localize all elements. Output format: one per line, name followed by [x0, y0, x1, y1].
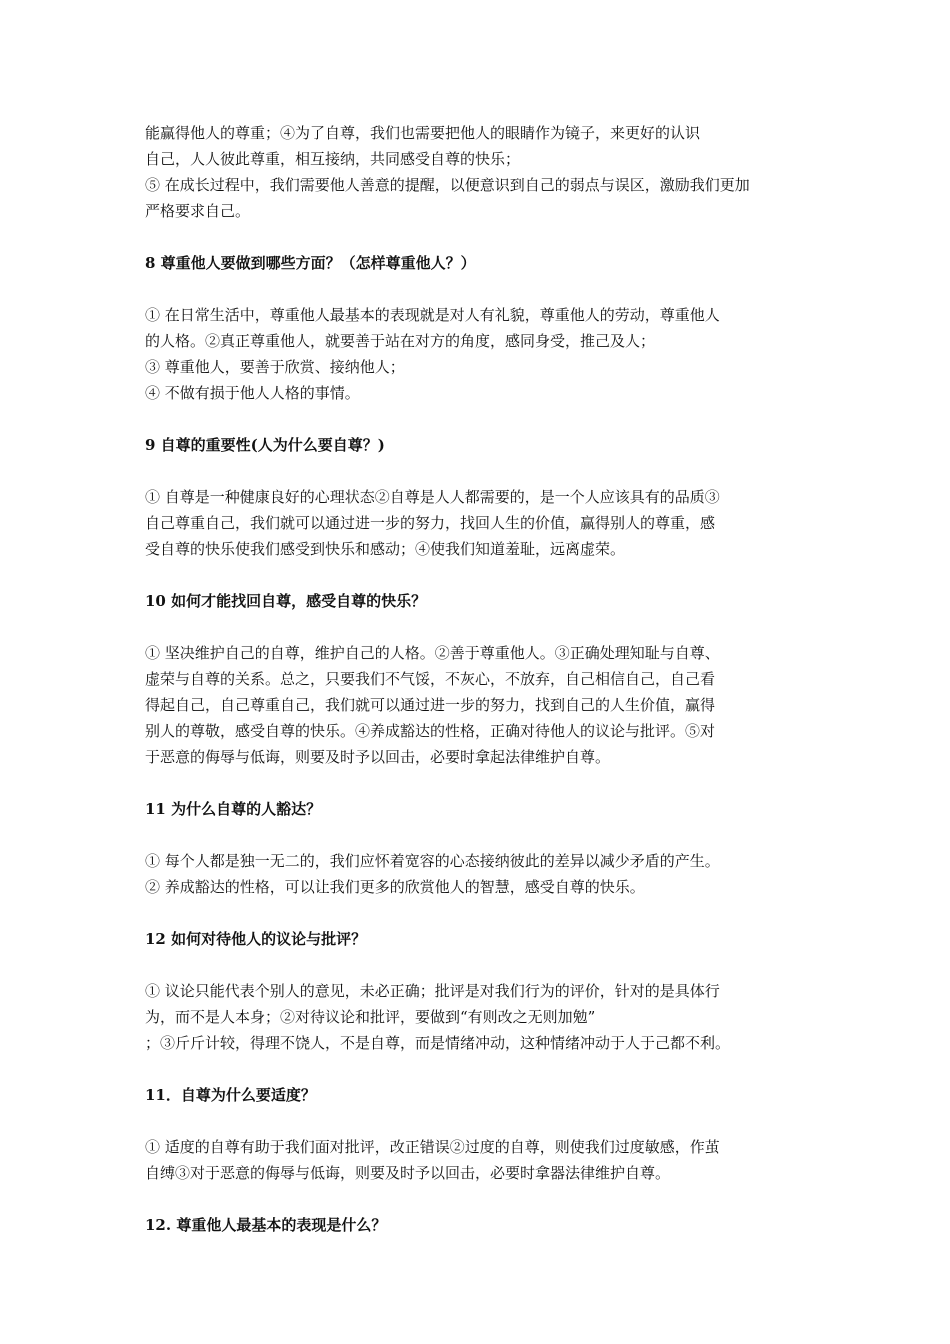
paragraph-line: ③ 尊重他人，要善于欣赏、接纳他人；	[145, 358, 405, 376]
section-gap	[145, 224, 825, 250]
paragraph-line: 严格要求自己。	[145, 202, 251, 220]
heading-gap	[145, 822, 825, 848]
paragraph-line: 虚荣与自尊的关系。总之，只要我们不气馁，不灰心，不放弃，自己相信自己，自己看	[145, 670, 716, 688]
paragraph-line: 得起自己，自己尊重自己，我们就可以通过进一步的努力，找到自己的人生价值，赢得	[145, 696, 716, 714]
paragraph-line: ① 每个人都是独一无二的，我们应怀着宽容的心态接纳彼此的差异以减少矛盾的产生。	[145, 852, 720, 870]
section-12	[145, 926, 825, 1056]
heading-gap	[145, 952, 825, 978]
section-gap	[145, 406, 825, 432]
paragraph-line: ① 自尊是一种健康良好的心理状态②自尊是人人都需要的，是一个人应该具有的品质③	[145, 488, 720, 506]
section-heading: 12 如何对待他人的议论与批评？	[145, 930, 367, 948]
paragraph-line: ；③斤斤计较，得理不饶人，不是自尊，而是情绪冲动，这种情绪冲动于人于己都不利。	[145, 1034, 731, 1052]
section-heading: 9 自尊的重要性(人为什么要自尊？)	[145, 436, 385, 454]
paragraph-line: 为，而不是人本身；②对待议论和批评，要做到“有则改之无则加勉”	[145, 1008, 596, 1026]
paragraph-line: ① 适度的自尊有助于我们面对批评，改正错误②过度的自尊，则使我们过度敏感，作茧	[145, 1138, 720, 1156]
paragraph-line: ① 议论只能代表个别人的意见，未必正确；批评是对我们行为的评价，针对的是具体行	[145, 982, 720, 1000]
heading-gap	[145, 1108, 825, 1134]
paragraph-line: ① 坚决维护自己的自尊，维护自己的人格。②善于尊重他人。③正确处理知耻与自尊、	[145, 644, 720, 662]
section-heading: 11．自尊为什么要适度？	[145, 1086, 316, 1104]
paragraph-line: ④ 不做有损于他人人格的事情。	[145, 384, 360, 402]
section-12-basic-respect	[145, 1212, 825, 1238]
paragraph-line: 的人格。②真正尊重他人，就要善于站在对方的角度，感同身受，推己及人；	[145, 332, 656, 350]
paragraph-line: ⑤ 在成长过程中，我们需要他人善意的提醒，以便意识到自己的弱点与误区，激励我们更加	[145, 176, 750, 194]
document-page	[145, 120, 825, 1238]
section-gap	[145, 562, 825, 588]
paragraph-line: 自己尊重自己，我们就可以通过进一步的努力，找回人生的价值，赢得别人的尊重，感	[145, 514, 716, 532]
section-heading: 11 为什么自尊的人豁达？	[145, 800, 322, 818]
section-heading: 12. 尊重他人最基本的表现是什么？	[145, 1216, 387, 1234]
paragraph-line: 受自尊的快乐使我们感受到快乐和感动；④使我们知道羞耻，远离虚荣。	[145, 540, 626, 558]
section-11-moderate-self-respect	[145, 1082, 825, 1186]
heading-gap	[145, 614, 825, 640]
section-11	[145, 796, 825, 900]
paragraph-line: ② 养成豁达的性格，可以让我们更多的欣赏他人的智慧，感受自尊的快乐。	[145, 878, 645, 896]
section-continuation	[145, 120, 825, 224]
paragraph-line: 自己，人人彼此尊重，相互接纳，共同感受自尊的快乐；	[145, 150, 521, 168]
section-8	[145, 250, 825, 406]
paragraph-line: 能赢得他人的尊重；④为了自尊，我们也需要把他人的眼睛作为镜子，来更好的认识	[145, 124, 701, 142]
paragraph-line: 自缚③对于恶意的侮辱与低诲，则要及时予以回击，必要时拿器法律维护自尊。	[145, 1164, 671, 1182]
section-heading: 10 如何才能找回自尊，感受自尊的快乐？	[145, 592, 427, 610]
section-gap	[145, 1056, 825, 1082]
section-9	[145, 432, 825, 562]
paragraph-line: 别人的尊敬，感受自尊的快乐。④养成豁达的性格，正确对待他人的议论与批评。⑤对	[145, 722, 716, 740]
paragraph-line: 于恶意的侮辱与低诲，则要及时予以回击，必要时拿起法律维护自尊。	[145, 748, 611, 766]
section-heading: 8 尊重他人要做到哪些方面？（怎样尊重他人？）	[145, 254, 476, 272]
section-10	[145, 588, 825, 770]
heading-gap	[145, 276, 825, 302]
section-gap	[145, 770, 825, 796]
section-gap	[145, 900, 825, 926]
paragraph-line: ① 在日常生活中，尊重他人最基本的表现就是对人有礼貌，尊重他人的劳动，尊重他人	[145, 306, 720, 324]
section-gap	[145, 1186, 825, 1212]
heading-gap	[145, 458, 825, 484]
